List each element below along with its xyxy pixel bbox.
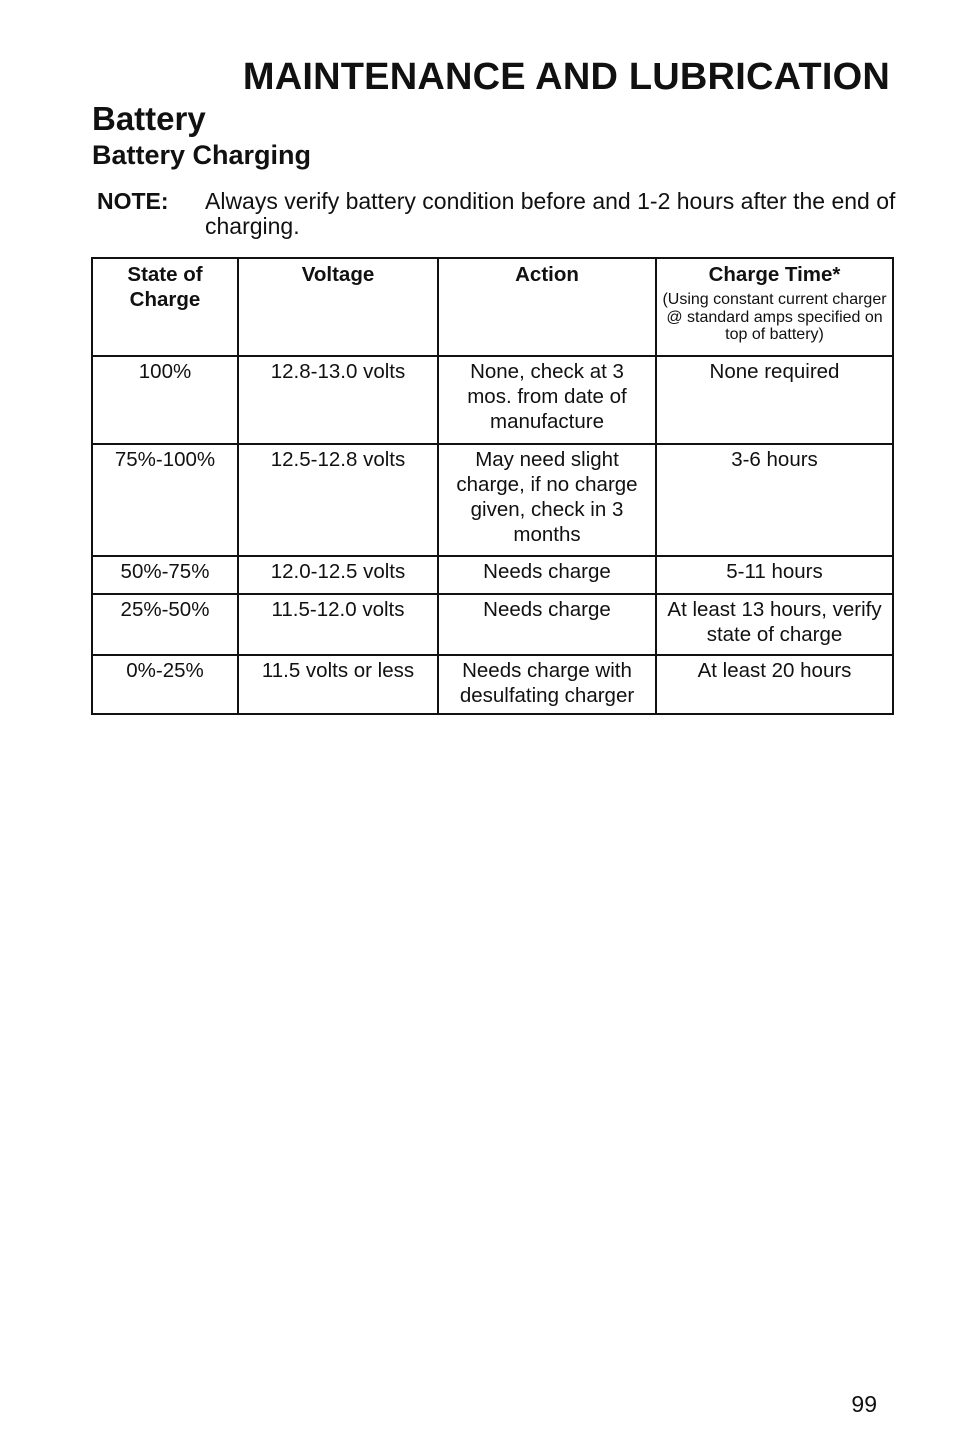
cell-charge-time xyxy=(656,594,893,655)
note-text: Always verify battery condition before and 1-2 hours after the end of charging. xyxy=(205,188,896,239)
cell-action xyxy=(438,655,656,714)
header-charge-time xyxy=(656,258,893,356)
header-state-of-charge xyxy=(92,258,238,356)
cell-state: 0%-25% xyxy=(92,655,238,714)
header-voltage-label: Voltage xyxy=(301,263,375,286)
cell-charge-time: None required xyxy=(656,356,893,444)
cell-action: Needs charge xyxy=(438,594,656,655)
header-charge-time-label: Charge Time* xyxy=(708,263,841,286)
table-header-row xyxy=(92,258,893,356)
cell-action-text: None, check at 3 mos. from date of manufacture xyxy=(467,360,627,433)
section-title: Battery xyxy=(92,100,206,137)
cell-state: 50%-75% xyxy=(92,556,238,594)
note-label: NOTE: xyxy=(97,188,169,214)
cell-voltage: 11.5 volts or less xyxy=(238,655,438,714)
cell-action-text: May need slight charge, if no charge given, check in 3 months xyxy=(456,448,638,546)
cell-charge-time: At least 20 hours xyxy=(656,655,893,714)
cell-charge-time: 5-11 hours xyxy=(656,556,893,594)
cell-voltage: 12.8-13.0 volts xyxy=(238,356,438,444)
subsection-title: Battery Charging xyxy=(92,140,312,170)
cell-voltage: 11.5-12.0 volts xyxy=(238,594,438,655)
header-voltage xyxy=(238,258,438,356)
cell-state: 100% xyxy=(92,356,238,444)
chapter-title: MAINTENANCE AND LUBRICATION xyxy=(242,56,890,98)
cell-state: 25%-50% xyxy=(92,594,238,655)
header-state-label: State of Charge xyxy=(127,263,203,311)
cell-action-text: Needs charge with desulfating charger xyxy=(459,659,635,707)
battery-charge-table xyxy=(91,257,894,715)
table-row xyxy=(92,594,893,655)
page-number: 99 xyxy=(851,1391,877,1417)
cell-voltage: 12.0-12.5 volts xyxy=(238,556,438,594)
cell-state: 75%-100% xyxy=(92,444,238,556)
table-row xyxy=(92,556,893,594)
cell-action xyxy=(438,356,656,444)
header-charge-time-note: (Using constant current charger @ standard amps specified on top of battery) xyxy=(662,291,887,343)
header-action xyxy=(438,258,656,356)
cell-charge-time-text: At least 13 hours, verify state of charge xyxy=(667,598,882,646)
header-action-label: Action xyxy=(515,263,579,286)
table-row xyxy=(92,655,893,714)
table-row xyxy=(92,444,893,556)
cell-voltage: 12.5-12.8 volts xyxy=(238,444,438,556)
cell-charge-time: 3-6 hours xyxy=(656,444,893,556)
cell-action xyxy=(438,444,656,556)
cell-action: Needs charge xyxy=(438,556,656,594)
table-row xyxy=(92,356,893,444)
